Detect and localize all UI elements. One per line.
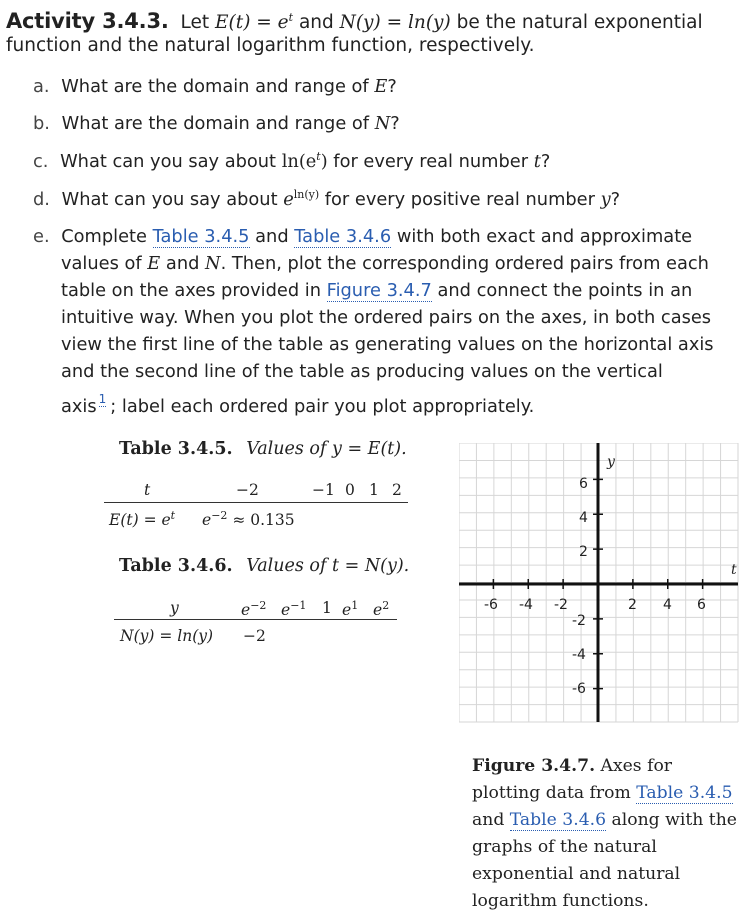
item-text: table on the axes provided in — [61, 280, 321, 301]
item-text: What can you say about — [61, 188, 284, 210]
table-3-4-6-link[interactable]: Table 3.4.6 — [294, 226, 392, 247]
item-text: Complete — [61, 226, 147, 247]
item-label: e. — [33, 226, 50, 247]
figure-3-4-7-link[interactable]: Figure 3.4.7 — [326, 280, 432, 301]
item-text: for every positive real number — [319, 188, 601, 210]
table1-t-value: −2 — [236, 481, 259, 499]
table1-t-value: 1 — [369, 481, 379, 499]
x-tick-label: -4 — [519, 597, 533, 613]
x-tick-label: 4 — [663, 597, 672, 613]
caption-text: Axes for — [600, 756, 673, 776]
table-label: Table 3.4.5. — [119, 439, 233, 459]
e-definition: E(t) = e — [215, 12, 289, 34]
item-text: What are the domain and range of — [61, 113, 375, 134]
activity-label: Activity 3.4.3. — [6, 9, 169, 34]
table1-e-approx: ≈ 0.135 — [227, 511, 295, 530]
item-label: a. — [33, 76, 50, 97]
table2-head-n: N(y) = ln(y) — [120, 627, 214, 645]
item-label: d. — [33, 188, 50, 210]
y-tick-label: -4 — [572, 647, 586, 663]
table2-y-value — [342, 599, 358, 619]
item-text: and — [165, 253, 200, 274]
caption-text: plotting data from — [472, 783, 631, 803]
caption-table-3-4-5-link[interactable]: Table 3.4.5 — [636, 783, 733, 803]
item-e-line-4: intuitive way. When you plot the ordered pairs on the axes, in both cases — [61, 307, 712, 328]
item-math: E — [147, 253, 161, 274]
item-text: for every real number — [327, 150, 534, 172]
table2-y-value — [241, 599, 266, 619]
figure-label: Figure 3.4.7. — [472, 756, 596, 776]
item-text: and — [255, 226, 289, 247]
table1-head-e — [109, 509, 175, 529]
x-tick-label: -2 — [554, 597, 568, 613]
intro-tail: be the natural exponential — [456, 12, 703, 34]
table-caption-text: Values of y = E(t). — [246, 439, 407, 459]
item-d — [33, 188, 620, 210]
item-sup: ln(y) — [293, 188, 320, 201]
x-tick-label: 6 — [697, 597, 706, 613]
table1-t-value: 2 — [392, 481, 402, 499]
table-3-4-5-caption — [119, 439, 407, 459]
table2-y-value — [322, 599, 332, 617]
item-e-line-1 — [33, 226, 692, 247]
item-text: values of — [61, 253, 142, 274]
item-math: ) — [320, 150, 328, 172]
item-math: e — [283, 188, 294, 210]
intro-let: Let — [180, 12, 210, 34]
table-label: Table 3.4.6. — [119, 556, 233, 576]
item-math: ln(e — [281, 150, 317, 172]
table1-e-base: e — [202, 511, 212, 530]
item-text: ? — [610, 188, 621, 210]
table-3-4-6-caption — [119, 556, 409, 576]
item-text: ? — [390, 113, 400, 134]
intro-line-2: function and the natural logarithm function, respectively. — [6, 35, 535, 56]
table1-rule — [104, 502, 408, 503]
item-text: with both exact and approximate — [396, 226, 693, 247]
table2-y-base: e — [373, 601, 383, 620]
caption-text: exponential and natural — [472, 864, 681, 884]
x-tick-label: -6 — [484, 597, 498, 613]
item-e-line-3 — [61, 280, 692, 301]
item-label: b. — [33, 113, 50, 134]
item-text: ; label each ordered pair you plot appropriately. — [110, 396, 535, 417]
y-tick-label: 4 — [579, 510, 588, 526]
n-definition: N(y) = ln(y) — [339, 12, 451, 34]
item-sup: t — [316, 150, 321, 163]
table2-y-sup: 2 — [382, 599, 390, 612]
table1-head-t: t — [144, 481, 151, 499]
item-text: What can you say about — [60, 150, 282, 172]
table-3-4-5-link[interactable]: Table 3.4.5 — [152, 226, 250, 247]
table1-e-value — [202, 509, 295, 529]
y-axis-label: y — [607, 454, 615, 470]
item-math: N — [205, 253, 221, 274]
table2-y-sup: −2 — [250, 599, 267, 612]
item-c — [33, 150, 550, 172]
table1-t-value: −1 — [312, 481, 335, 499]
table2-y-base: e — [342, 601, 352, 620]
caption-text: and — [472, 810, 505, 830]
table1-e-sup: −2 — [211, 509, 228, 522]
figure-3-4-7-caption — [472, 753, 753, 915]
table2-y-base: e — [281, 601, 291, 620]
item-math: y — [600, 188, 611, 210]
figure-3-4-7-axes — [459, 443, 739, 723]
item-text: . Then, plot the corresponding ordered pairs from each — [220, 253, 709, 274]
y-tick-label: 6 — [579, 476, 588, 492]
x-tick-label: 2 — [628, 597, 637, 613]
table2-y-base: e — [241, 601, 251, 620]
table2-y-value — [373, 599, 389, 619]
intro-and: and — [298, 12, 334, 34]
item-text: ? — [540, 150, 551, 172]
item-b — [33, 113, 400, 134]
x-axis-label: t — [731, 562, 737, 578]
item-e-line-6: and the second line of the table as producing values on the vertical — [61, 361, 663, 382]
item-math: t — [533, 150, 541, 172]
item-text: axis — [61, 396, 97, 417]
item-e-line-5: view the first line of the table as generating values on the horizontal axis — [61, 334, 714, 355]
table1-head-e-text: E(t) = e — [109, 511, 171, 530]
footnote-1-link[interactable]: 1 — [98, 392, 107, 406]
table2-n-value: −2 — [243, 627, 266, 645]
item-e-line-2 — [61, 253, 709, 274]
item-label: c. — [33, 150, 49, 172]
caption-table-3-4-6-link[interactable]: Table 3.4.6 — [509, 810, 607, 830]
table1-head-e-sup: t — [170, 509, 176, 522]
table1-t-value: 0 — [345, 481, 355, 499]
y-tick-label: -6 — [572, 681, 586, 697]
y-tick-label: -2 — [572, 613, 586, 629]
item-text: What are the domain and range of — [61, 76, 375, 97]
item-text: and connect the points in an — [437, 280, 693, 301]
item-math: E — [374, 76, 388, 97]
caption-text: graphs of the natural — [472, 837, 657, 857]
item-e-line-7 — [61, 392, 534, 417]
table-caption-text: Values of t = N(y). — [246, 556, 410, 576]
table2-y-base: 1 — [322, 599, 332, 617]
caption-text: along with the — [611, 810, 737, 830]
table2-rule — [114, 619, 397, 620]
table2-y-sup: 1 — [351, 599, 359, 612]
table2-head-y: y — [170, 599, 179, 617]
item-text: ? — [387, 76, 397, 97]
e-exponent: t — [288, 11, 294, 24]
item-a — [33, 76, 397, 97]
caption-text: logarithm functions. — [472, 891, 649, 911]
table2-y-value — [281, 599, 306, 619]
y-tick-label: 2 — [579, 544, 588, 560]
table2-y-sup: −1 — [290, 599, 307, 612]
item-math: N — [374, 113, 391, 134]
